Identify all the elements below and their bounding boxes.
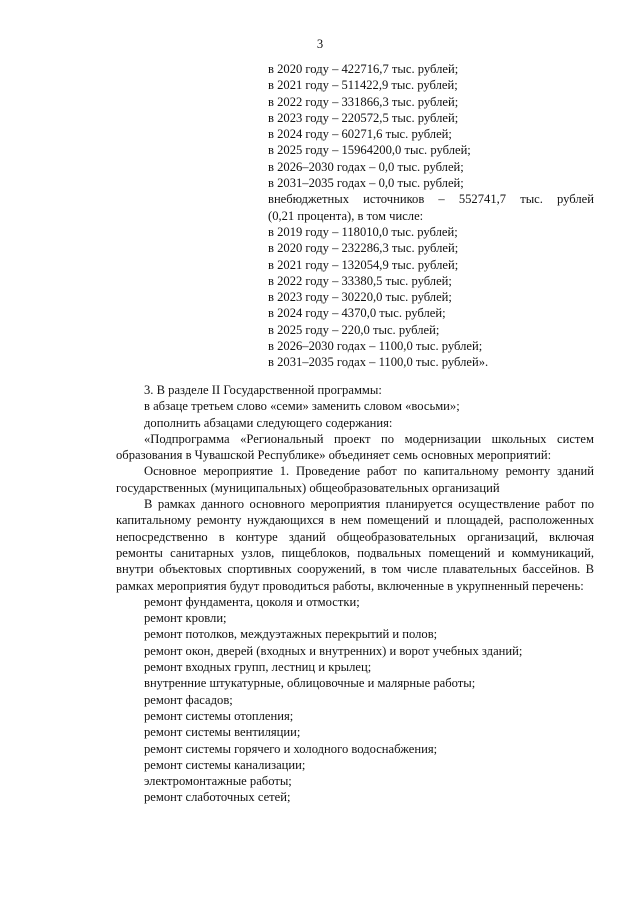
funding-line: в 2021 году – 511422,9 тыс. рублей; [268,78,458,93]
paragraph: дополнить абзацами следующего содержания: [144,415,393,430]
funding-line: в 2023 году – 220572,5 тыс. рублей; [268,110,459,125]
paragraph: Основное мероприятие 1. Проведение работ по капитальному ремонту зданий государственных (муниципальных) общеобразовательных организаций [116,464,594,495]
list-item: ремонт потолков, междуэтажных перекрытий и полов; [144,627,438,642]
paragraph: В рамках данного основного мероприятия планируется осуществление работ по капитальному ремонту нуждающихся в нем помещений и площадей, расположенных непосредственно в контуре зданий общеобразовательных организаций, включая ремонты санитарных узлов, пищеблоков, подвальных помещений и коммуникаций, внутри объектовых спортивных сооружений, в том числе плавательных бассейнов. В рамках мероприятия будут проводиться работы, включенные в укрупненный перечень: [116,497,594,593]
list-item: ремонт слаботочных сетей; [144,790,291,805]
offbudget-line: внебюджетных источников – 552741,7 тыс. рублей [268,192,594,207]
offbudget-percent-line: (0,21 процента), в том числе: [268,208,424,223]
list-item: ремонт системы горячего и холодного водоснабжения; [144,741,438,756]
funding-line: в 2026–2030 годах – 0,0 тыс. рублей; [268,159,464,174]
funding-line: в 2020 году – 232286,3 тыс. рублей; [268,241,459,256]
list-item: ремонт системы вентиляции; [144,725,301,740]
funding-line: в 2031–2035 годах – 1100,0 тыс. рублей». [268,355,489,370]
funding-line: в 2020 году – 422716,7 тыс. рублей; [268,62,459,76]
funding-line: в 2021 году – 132054,9 тыс. рублей; [268,257,459,272]
funding-line: в 2025 году – 220,0 тыс. рублей; [268,322,440,337]
list-item: ремонт окон, дверей (входных и внутренних) и ворот учебных зданий; [144,643,523,658]
list-item: ремонт фундамента, цоколя и отмостки; [144,594,360,609]
list-item: электромонтажные работы; [144,774,292,789]
funding-line: в 2022 году – 331866,3 тыс. рублей; [268,94,459,109]
funding-line: в 2022 году – 33380,5 тыс. рублей; [268,273,452,288]
funding-line: в 2031–2035 годах – 0,0 тыс. рублей; [268,176,464,191]
list-item: внутренние штукатурные, облицовочные и малярные работы; [144,676,476,691]
paragraph: «Подпрограмма «Региональный проект по модернизации школьных систем образования в Чувашской Республике» объединяет семь основных мероприятий: [116,431,594,463]
funding-line: в 2023 году – 30220,0 тыс. рублей; [268,290,452,305]
paragraph: в абзаце третьем слово «семи» заменить словом «восьми»; [144,399,460,414]
section-item-heading: 3. В разделе II Государственной программы: [144,383,382,397]
funding-line: в 2024 году – 4370,0 тыс. рублей; [268,306,446,321]
list-item: ремонт входных групп, лестниц и крылец; [144,660,372,675]
funding-line: в 2019 году – 118010,0 тыс. рублей; [268,224,458,239]
funding-line: в 2026–2030 годах – 1100,0 тыс. рублей; [268,339,483,354]
list-item: ремонт фасадов; [144,692,233,707]
list-item: ремонт кровли; [144,611,227,626]
funding-line: в 2025 году – 15964200,0 тыс. рублей; [268,143,471,158]
funding-line: в 2024 году – 60271,6 тыс. рублей; [268,127,452,142]
section-body [116,382,594,806]
list-item: ремонт системы канализации; [144,757,306,772]
page-number: 3 [316,37,324,51]
list-item: ремонт системы отопления; [144,708,294,723]
funding-column [268,61,594,371]
